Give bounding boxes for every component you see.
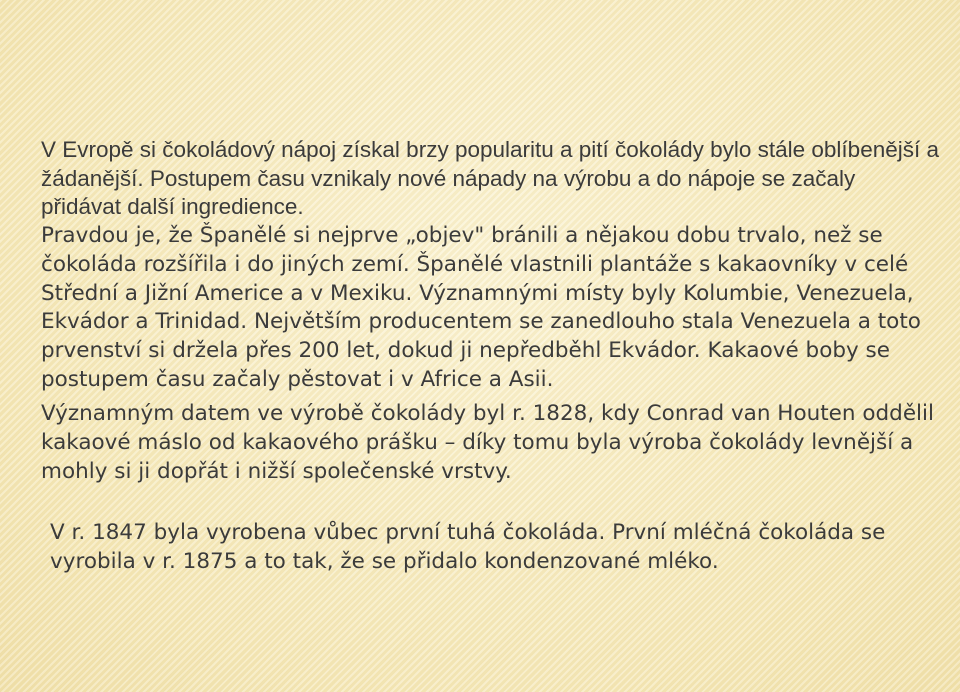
paragraph-spanish-plantations: Pravdou je, že Španělé si nejprve „objev" bránili a nějakou dobu trvalo, než se čokoláda rozšířila i do jiných zemí. Španělé vlastnili plantáže s kakaovníky v celé Střední a Jižní Americe a v Mexiku. Významnými místy byly Kolumbie, Venezuela, Ekvádor a Trinidad. Největším producentem se zanedlouho stala Venezuela a toto prvenství si držela přes 200 let, dokud ji nepředběhl Ekvádor. Kakaové boby se postupem času začaly pěstovat i v Africe a Asii.	[41, 223, 921, 392]
paragraph-spacer	[41, 486, 941, 519]
slide-text-body	[41, 136, 941, 577]
paragraph-first-solid-chocolate: V r. 1847 byla vyrobena vůbec první tuhá čokoláda. První mléčná čokoláda se vyrobila v r. 1875 a to tak, že se přidalo kondenzované mléko.	[50, 520, 886, 575]
paragraph-europe-popularity: V Evropě si čokoládový nápoj získal brzy popularitu a pití čokolády bylo stále oblíbenější a žádanější. Postupem času vznikaly nové nápady na výrobu a do nápoje se začaly přidávat další ingredience.	[41, 137, 940, 220]
paragraph-van-houten-1828: Významným datem ve výrobě čokolády byl r. 1828, kdy Conrad van Houten oddělil kakaové máslo od kakaového prášku – díky tomu byla výroba čokolády levnější a mohly si ji dopřát i nižší společenské vrstvy.	[41, 401, 934, 484]
